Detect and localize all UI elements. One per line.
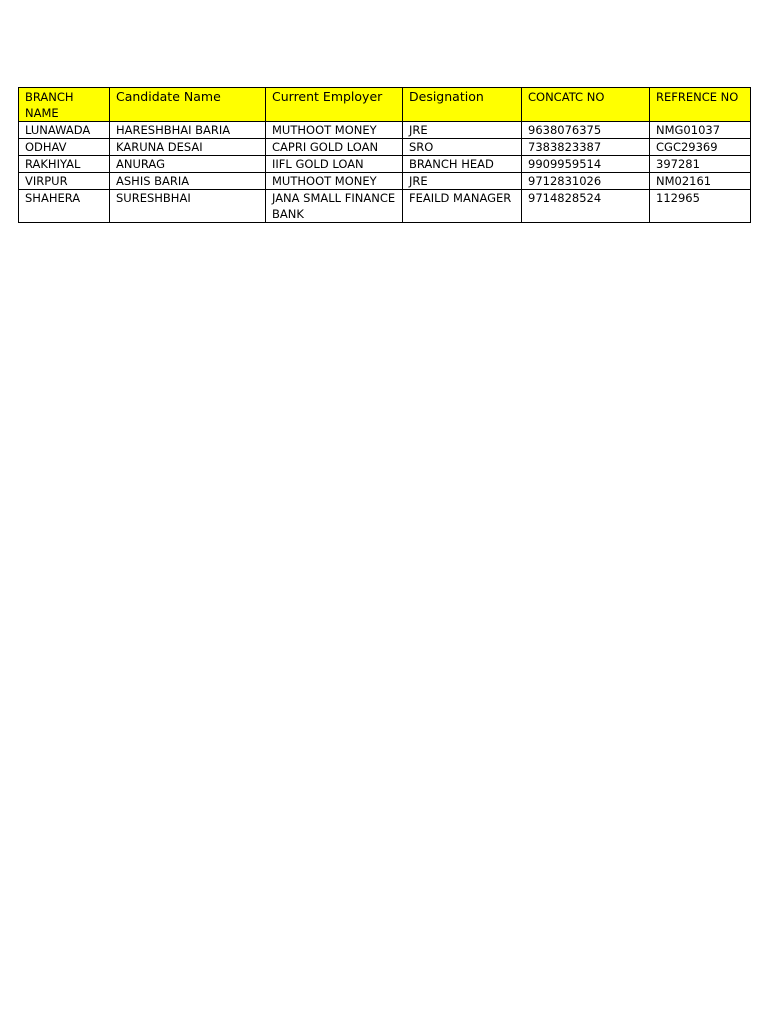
table-row [19,139,751,156]
cell-reference: 397281 [650,156,751,173]
header-reference-no: REFRENCE NO [650,88,751,122]
cell-candidate: KARUNA DESAI [110,139,266,156]
header-branch-name: BRANCH NAME [19,88,110,122]
cell-designation: JRE [403,173,522,190]
header-current-employer: Current Employer [266,88,403,122]
cell-reference: CGC29369 [650,139,751,156]
table-row [19,190,751,223]
cell-candidate: ANURAG [110,156,266,173]
header-designation: Designation [403,88,522,122]
cell-designation: SRO [403,139,522,156]
cell-candidate: SURESHBHAI [110,190,266,223]
cell-candidate: ASHIS BARIA [110,173,266,190]
candidate-table [18,87,751,223]
cell-candidate: HARESHBHAI BARIA [110,122,266,139]
cell-contact: 7383823387 [522,139,650,156]
cell-contact: 9714828524 [522,190,650,223]
cell-employer: MUTHOOT MONEY [266,122,403,139]
cell-reference: 112965 [650,190,751,223]
cell-branch: LUNAWADA [19,122,110,139]
cell-branch: SHAHERA [19,190,110,223]
cell-employer: JANA SMALL FINANCE BANK [266,190,403,223]
header-candidate-name: Candidate Name [110,88,266,122]
table-row [19,173,751,190]
cell-contact: 9712831026 [522,173,650,190]
cell-branch: ODHAV [19,139,110,156]
cell-reference: NM02161 [650,173,751,190]
cell-employer: MUTHOOT MONEY [266,173,403,190]
table-row [19,156,751,173]
cell-contact: 9909959514 [522,156,650,173]
cell-branch: RAKHIYAL [19,156,110,173]
cell-contact: 9638076375 [522,122,650,139]
cell-designation: JRE [403,122,522,139]
cell-designation: FEAILD MANAGER [403,190,522,223]
header-contact-no: CONCATC NO [522,88,650,122]
table-row [19,122,751,139]
table-header-row [19,88,751,122]
cell-branch: VIRPUR [19,173,110,190]
cell-designation: BRANCH HEAD [403,156,522,173]
cell-employer: IIFL GOLD LOAN [266,156,403,173]
cell-employer: CAPRI GOLD LOAN [266,139,403,156]
cell-reference: NMG01037 [650,122,751,139]
